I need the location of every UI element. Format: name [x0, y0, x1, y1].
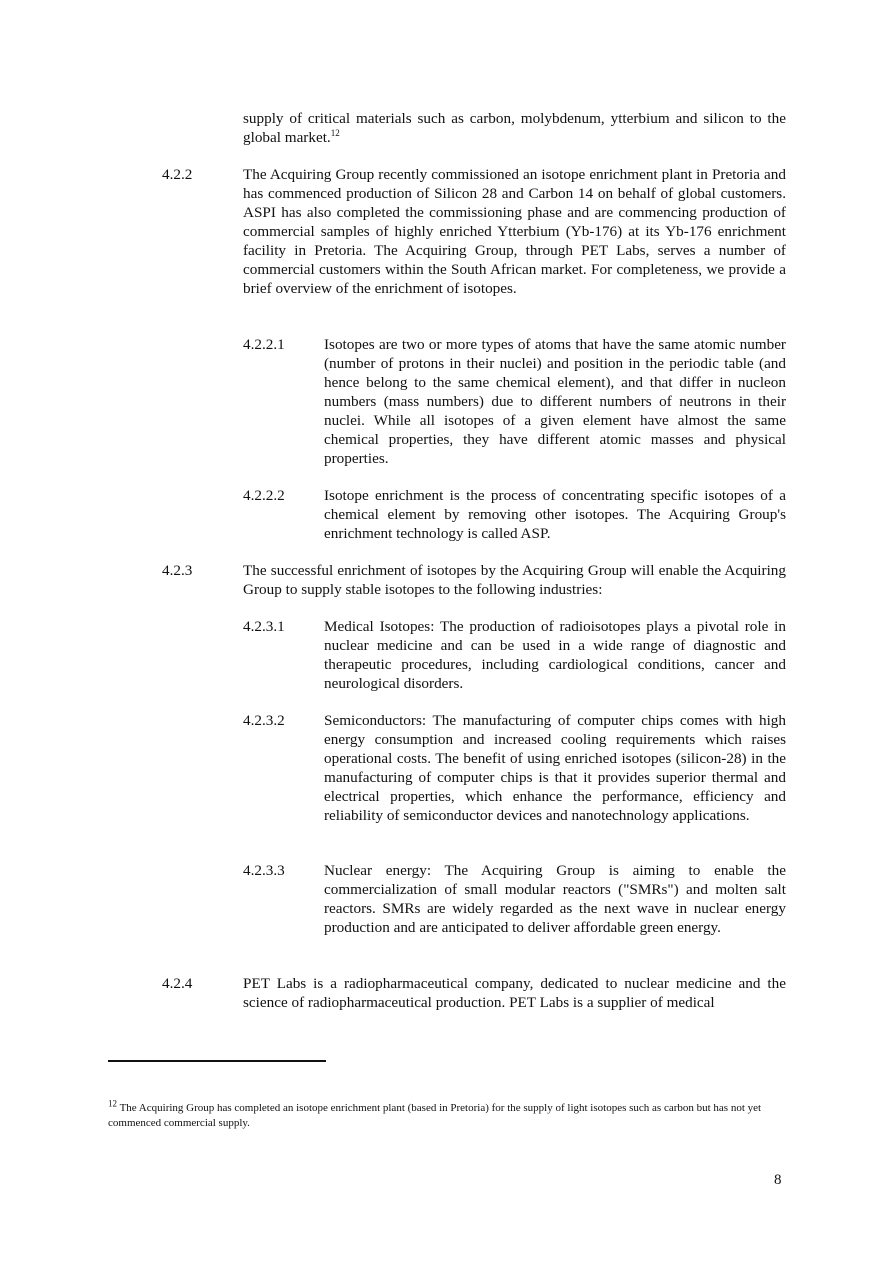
paragraph-4-2-4: PET Labs is a radiopharmaceutical company, dedicated to nuclear medicine and the science of radiopharmaceutical production. PET Labs is a supplier of medical — [243, 975, 786, 1011]
paragraph-4-2-2-2: Isotope enrichment is the process of concentrating specific isotopes of a chemical element by removing other isotopes. The Acquiring Group's enrichment technology is called ASP. — [324, 487, 786, 542]
paragraph-4-2-2: The Acquiring Group recently commissioned an isotope enrichment plant in Pretoria and has commenced production of Silicon 28 and Carbon 14 on behalf of global customers. ASPI has also completed the commissioning phase and are commencing production of commercial samples of highly enriched Ytterbium (Yb-176) at its Yb-176 enrichment facility in Pretoria. The Acquiring Group, through PET Labs, serves a number of commercial customers within the South African market. For completeness, we provide a brief overview of the enrichment of isotopes. — [243, 166, 786, 297]
section-number: 4.2.2 — [162, 166, 193, 183]
paragraph-4-2-3: The successful enrichment of isotopes by the Acquiring Group will enable the Acquiring Group to supply stable isotopes to the following industries: — [243, 562, 786, 598]
footnote — [108, 1098, 788, 1131]
footnote-marker: 12 — [108, 1098, 117, 1109]
section-number: 4.2.3.3 — [243, 862, 285, 879]
paragraph-text: supply of critical materials such as carbon, molybdenum, ytterbium and silicon to the global market. — [243, 110, 786, 146]
paragraph-4-2-3-1: Medical Isotopes: The production of radioisotopes plays a pivotal role in nuclear medicine and can be used in a wide range of diagnostic and therapeutic procedures, including cardiological conditions, cancer and neurological disorders. — [324, 618, 786, 692]
footnote-reference: 12 — [330, 127, 340, 138]
footnote-separator — [108, 1060, 326, 1062]
paragraph-continuation — [243, 109, 786, 147]
paragraph-4-2-3-3: Nuclear energy: The Acquiring Group is aiming to enable the commercialization of small modular reactors ("SMRs") and molten salt reactors. SMRs are widely regarded as the next wave in nuclear energy production and are anticipated to deliver affordable green energy. — [324, 862, 786, 936]
section-number: 4.2.4 — [162, 975, 193, 992]
section-number: 4.2.3.1 — [243, 618, 285, 635]
page-number: 8 — [774, 1172, 782, 1188]
footnote-text: The Acquiring Group has completed an isotope enrichment plant (based in Pretoria) for the supply of light isotopes such as carbon but has not yet commenced commercial supply. — [108, 1102, 762, 1129]
paragraph-4-2-2-1: Isotopes are two or more types of atoms that have the same atomic number (number of protons in their nuclei) and position in the periodic table (and hence belong to the same chemical element), and that differ in nucleon numbers (mass numbers) due to different numbers of neutrons in their nuclei. While all isotopes of a given element have almost the same chemical properties, they have different atomic masses and physical properties. — [324, 336, 786, 467]
section-number: 4.2.2.2 — [243, 487, 285, 504]
section-number: 4.2.3.2 — [243, 712, 285, 729]
section-number: 4.2.2.1 — [243, 336, 285, 353]
section-number: 4.2.3 — [162, 562, 193, 579]
paragraph-4-2-3-2: Semiconductors: The manufacturing of computer chips comes with high energy consumption and increased cooling requirements which raises operational costs. The benefit of using enriched isotopes (silicon-28) in the manufacturing of computer chips is that it provides superior thermal and electrical properties, which enhance the performance, efficiency and reliability of semiconductor devices and nanotechnology applications. — [324, 712, 786, 824]
